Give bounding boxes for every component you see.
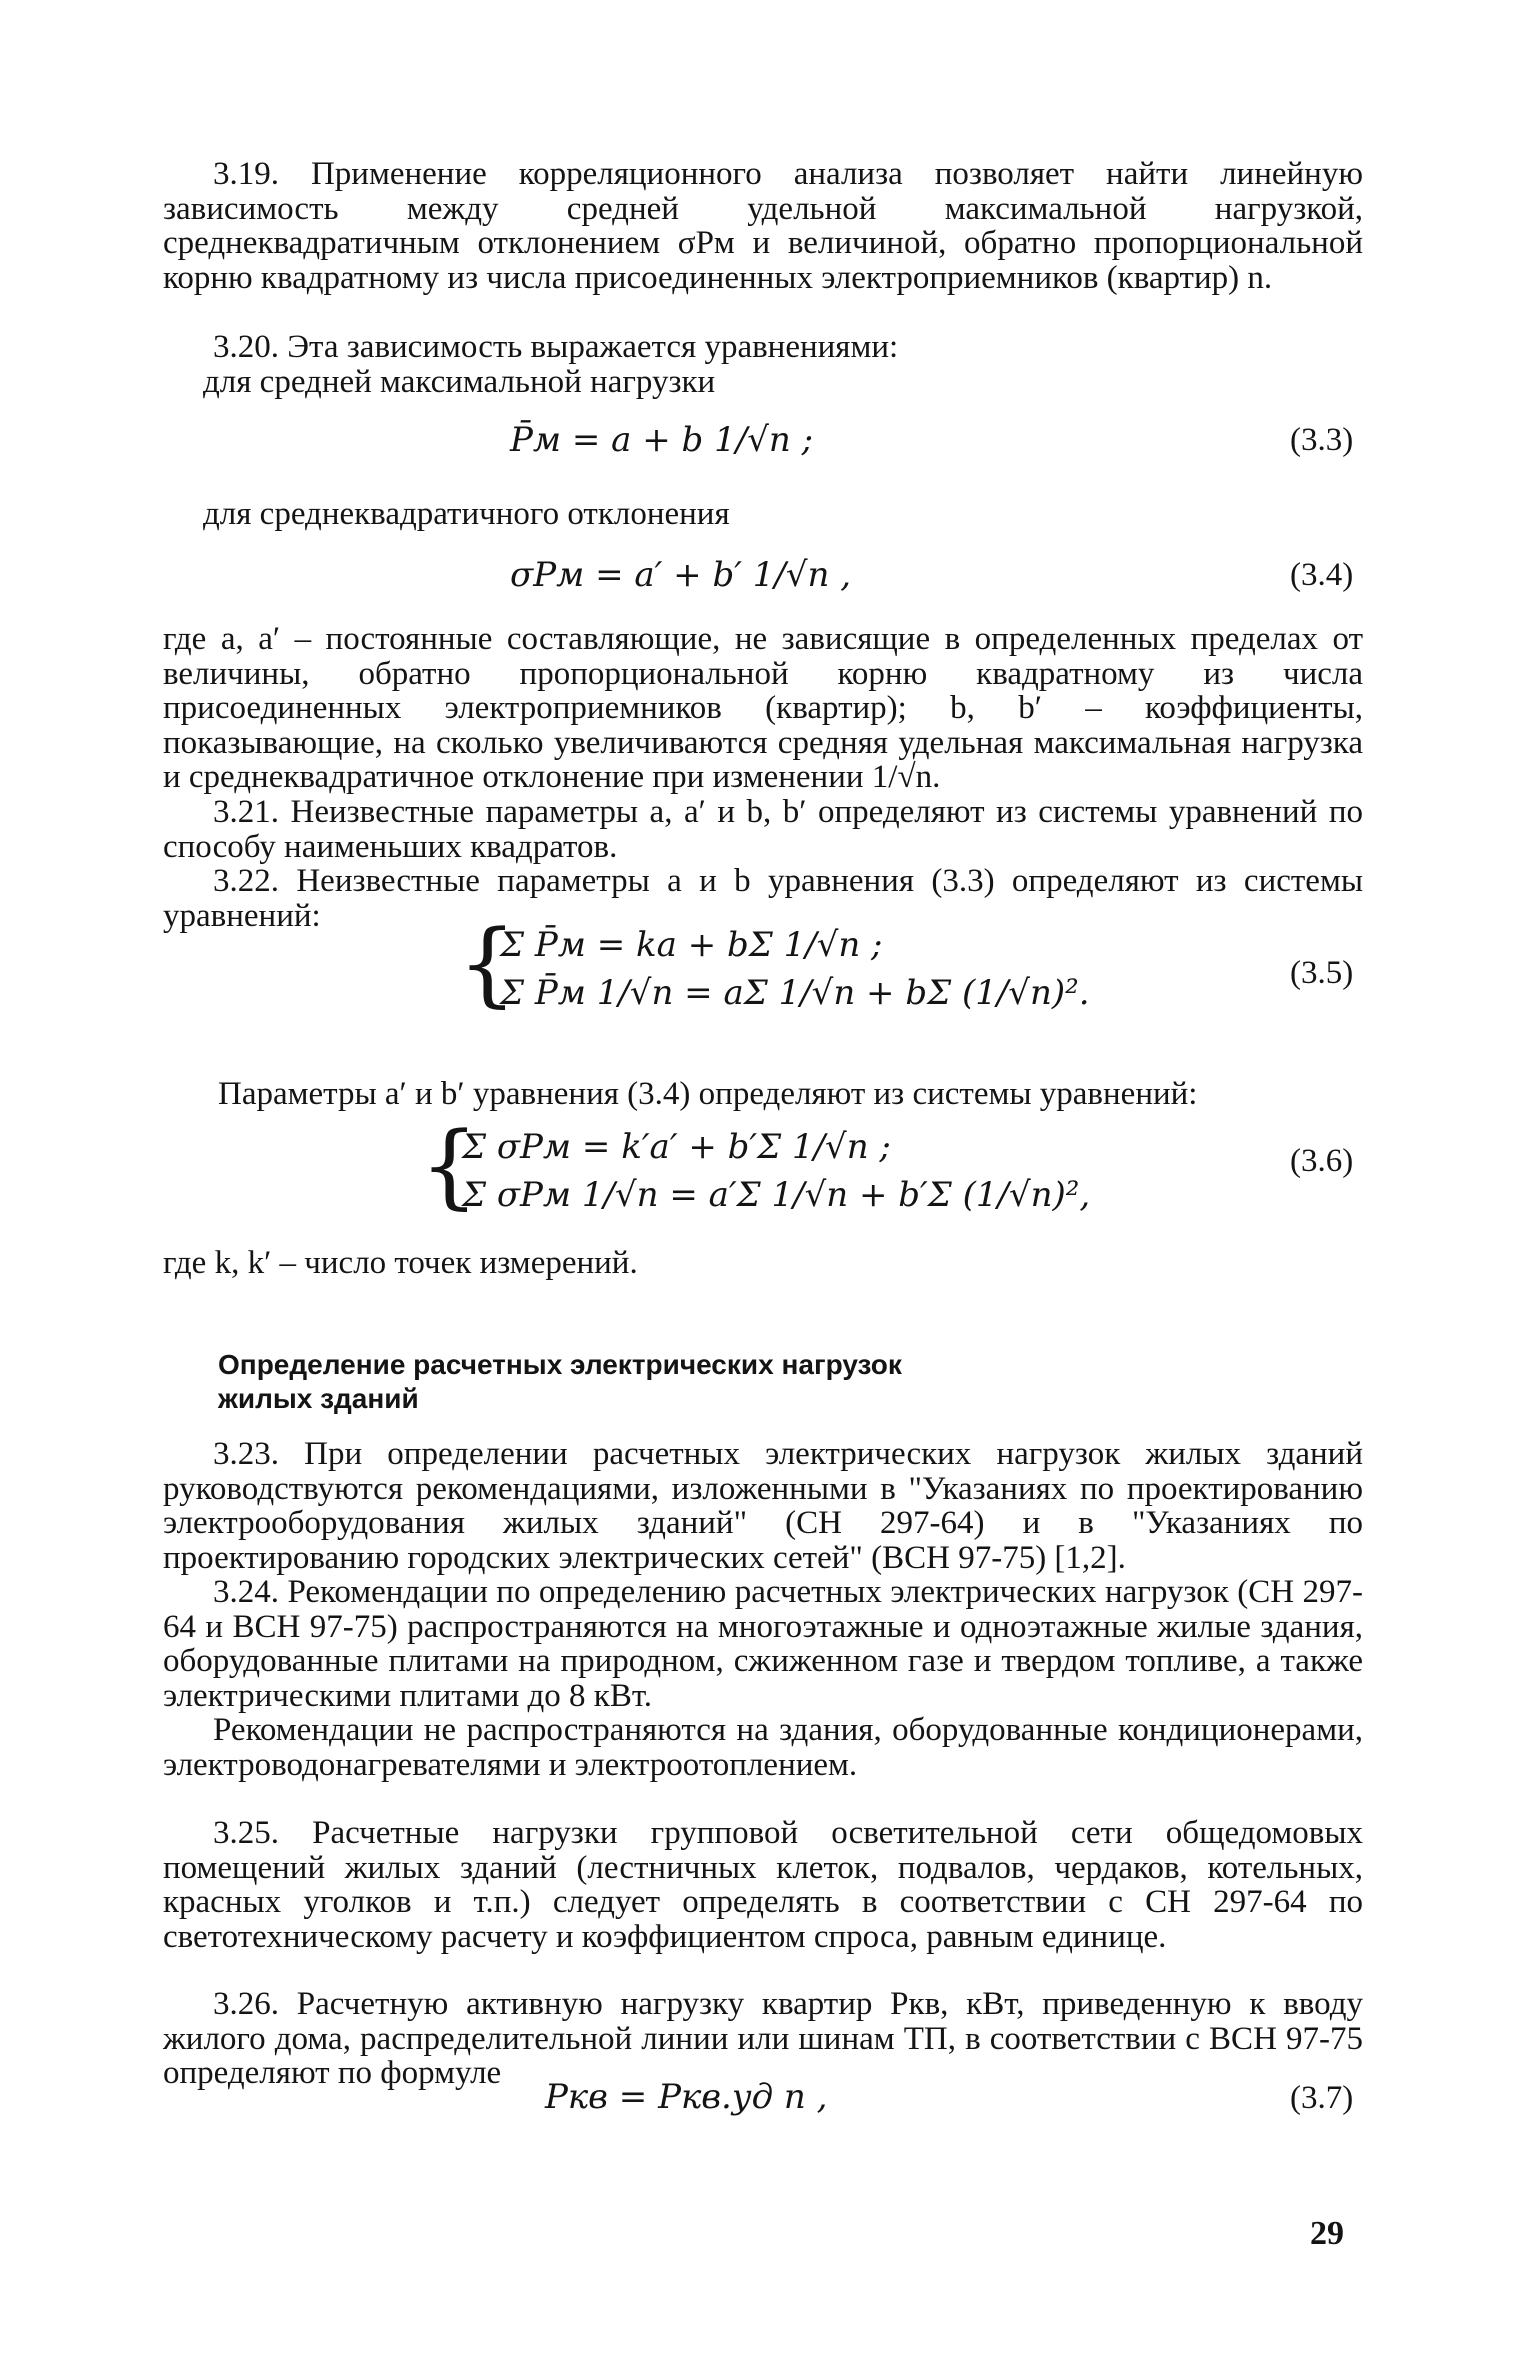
paragraph-3-24	[163, 1575, 1363, 1782]
equation-3-7: Pкв = Pкв.уд n ,	[545, 2077, 828, 2117]
section-heading	[218, 1348, 902, 1416]
section-heading-line: жилых зданий	[218, 1383, 419, 1414]
brace-icon: {	[458, 910, 517, 1017]
equation-3-3: P̄м = a + b 1/√n ;	[510, 420, 814, 460]
paragraph-3-21	[163, 795, 1363, 864]
equation-3-6-line2: Σ σPм 1/√n = a′Σ 1/√n + b′Σ (1/√n)²,	[462, 1175, 1091, 1215]
equation-3-5-line1: Σ P̄м = ka + bΣ 1/√n ;	[500, 925, 883, 965]
paragraph-text: 3.26. Расчетную активную нагрузку квартир Pкв, кВт, приведенную к вводу жилого дома, распределительной линии или шинам ТП, в соответствии с ВСН 97-75 определяют по формуле	[163, 1986, 1363, 2091]
page-number: 29	[1310, 2215, 1344, 2252]
paragraph-text: 3.25. Расчетные нагрузки групповой осветительной сети общедомовых помещений жилых зданий (лестничных клеток, подвалов, чердаков, котельных, красных уголков и т.п.) следует определять в соответствии с СН 297-64 по светотехническому расчету и коэффициентом спроса, равным единице.	[163, 1815, 1363, 1955]
paragraph-text: для средней максимальной нагрузки	[203, 363, 716, 400]
paragraph-text: 3.19. Применение корреляционного анализа позволяет найти линейную зависимость между средней удельной максимальной нагрузкой, среднеквадратичным отклонением σPм и величиной, обратно пропорциональной корню квадратному из числа присоединенных электроприемников (квартир) n.	[163, 156, 1363, 296]
paragraph-text: 3.22. Неизвестные параметры a и b уравнения (3.3) определяют из системы уравнений:	[163, 863, 1363, 934]
equation-3-4: σPм = a′ + b′ 1/√n ,	[510, 555, 852, 595]
equation-number: (3.4)	[1290, 557, 1354, 593]
paragraph-3-25	[163, 1816, 1363, 1954]
paragraph-text: 3.20. Эта зависимость выражается уравнениями:	[213, 329, 899, 365]
equation-number: (3.5)	[1290, 955, 1354, 991]
paragraph-text: 3.24. Рекомендации по определению расчетных электрических нагрузок (СН 297-64 и ВСН 97-75) распространяются на многоэтажные и одноэтажные жилые здания, оборудованные плитами на природном, сжиженном газе и твердом топливе, а также электрическими плитами до 8 кВт.	[163, 1574, 1363, 1714]
paragraph-3-22-where	[163, 1246, 1363, 1281]
paragraph-text: где k, k′ – число точек измерений.	[163, 1245, 638, 1281]
equation-number: (3.3)	[1290, 422, 1354, 458]
paragraph-3-19	[163, 157, 1363, 295]
paragraph-text: для среднеквадратичного отклонения	[203, 496, 730, 532]
paragraph-text: 3.23. При определении расчетных электрических нагрузок жилых зданий руководствуются рекомендациями, изложенными в "Указаниях по проектированию электрооборудования жилых зданий" (СН 297-64) и в "Указаниях по проектированию городских электрических сетей" (ВСН 97-75) [1,2].	[163, 1436, 1363, 1576]
equation-number: (3.6)	[1290, 1143, 1354, 1179]
paragraph-text: Рекомендации не распространяются на здания, оборудованные кондиционерами, электроводонагревателями и электроотоплением.	[163, 1712, 1363, 1783]
paragraph-text: 3.21. Неизвестные параметры a, a′ и b, b′ определяют из системы уравнений по способу наименьших квадратов.	[163, 794, 1363, 865]
paragraph-3-20-sigma	[163, 497, 1363, 532]
equation-3-6-line1: Σ σPм = k′a′ + b′Σ 1/√n ;	[462, 1127, 891, 1167]
paragraph-3-23	[163, 1437, 1363, 1575]
section-heading-line: Определение расчетных электрических нагрузок	[218, 1349, 902, 1380]
paragraph-3-22	[163, 864, 1363, 933]
paragraph-3-26	[163, 1987, 1363, 2091]
equation-3-5-line2: Σ P̄м 1/√n = aΣ 1/√n + bΣ (1/√n)².	[500, 973, 1090, 1013]
paragraph-3-20	[163, 330, 1363, 399]
paragraph-3-22-prime	[163, 1077, 1363, 1112]
equation-number: (3.7)	[1290, 2080, 1354, 2116]
paragraph-3-20-where	[163, 622, 1363, 795]
paragraph-text: Параметры a′ и b′ уравнения (3.4) определяют из системы уравнений:	[218, 1076, 1198, 1112]
paragraph-text: где a, a′ – постоянные составляющие, не зависящие в определенных пределах от величины, обратно пропорциональной корню квадратному из числа присоединенных электроприемников (квартир); b, b′ – коэффициенты, показывающие, на сколько увеличиваются средняя удельная максимальная нагрузка и среднеквадратичное отклонение при изменении 1/√n.	[163, 621, 1363, 795]
brace-icon: {	[420, 1112, 479, 1219]
